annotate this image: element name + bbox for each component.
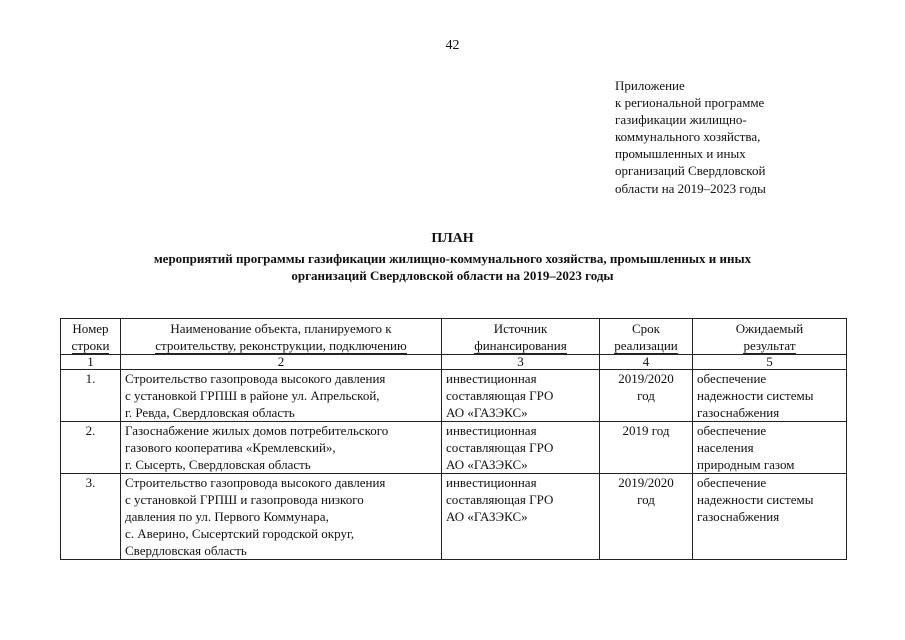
appendix-line: Приложение: [615, 78, 685, 93]
table-row: [61, 474, 847, 560]
plan-table: [60, 318, 847, 560]
appendix-line: коммунального хозяйства,: [615, 129, 761, 145]
result-cell: обеспечение надежности системы газоснабжения: [693, 474, 847, 560]
object-name-cell: Строительство газопровода высокого давления с установкой ГРПШ и газопровода низкого давления по ул. Первого Коммунара, с. Аверино, Сысертский городской округ, Свердловская область: [121, 474, 442, 560]
appendix-line: области на 2019–2023 годы: [615, 180, 766, 196]
column-number: 5: [693, 355, 847, 370]
subtitle-line: организаций Свердловской области на 2019–2023 годы: [291, 268, 614, 283]
subtitle-line: мероприятий программы газификации жилищно-коммунального хозяйства, промышленных и иных: [153, 251, 752, 266]
financing-source-cell: инвестиционная составляющая ГРО АО «ГАЗЭКС»: [442, 370, 600, 422]
header-financing-source: Источник финансирования: [442, 319, 600, 355]
column-number: 1: [61, 355, 121, 370]
row-number: 1.: [61, 370, 121, 422]
appendix-line: газификации жилищно-: [615, 112, 747, 128]
term-cell: 2019/2020 год: [600, 370, 693, 422]
page-number: 42: [445, 38, 460, 53]
header-implementation-term: Срок реализации: [600, 319, 693, 355]
table-row: [61, 422, 847, 474]
table-row: [61, 370, 847, 422]
header-expected-result: Ожидаемый результат: [693, 319, 847, 355]
column-number: 2: [121, 355, 442, 370]
financing-source-cell: инвестиционная составляющая ГРО АО «ГАЗЭКС»: [442, 422, 600, 474]
row-number: 3.: [61, 474, 121, 560]
financing-source-cell: инвестиционная составляющая ГРО АО «ГАЗЭКС»: [442, 474, 600, 560]
plan-title: ПЛАН: [431, 231, 474, 246]
appendix-line: организаций Свердловской: [615, 163, 766, 179]
result-cell: обеспечение населения природным газом: [693, 422, 847, 474]
appendix-line: промышленных и иных: [615, 146, 746, 162]
object-name-cell: Газоснабжение жилых домов потребительского газового кооператива «Кремлевский», г. Сысерть, Свердловская область: [121, 422, 442, 474]
result-cell: обеспечение надежности системы газоснабжения: [693, 370, 847, 422]
appendix-line: к региональной программе: [615, 95, 765, 111]
table-header-row: [61, 319, 847, 355]
appendix-note: [615, 77, 895, 197]
column-number: 3: [442, 355, 600, 370]
header-row-number: Номер строки: [61, 319, 121, 355]
term-cell: 2019 год: [600, 422, 693, 474]
row-number: 2.: [61, 422, 121, 474]
plan-subtitle: [0, 250, 905, 284]
term-cell: 2019/2020 год: [600, 474, 693, 560]
header-object-name: Наименование объекта, планируемого к строительству, реконструкции, подключению: [121, 319, 442, 355]
column-number-row: [61, 355, 847, 370]
column-number: 4: [600, 355, 693, 370]
object-name-cell: Строительство газопровода высокого давления с установкой ГРПШ в районе ул. Апрельской, г. Ревда, Свердловская область: [121, 370, 442, 422]
